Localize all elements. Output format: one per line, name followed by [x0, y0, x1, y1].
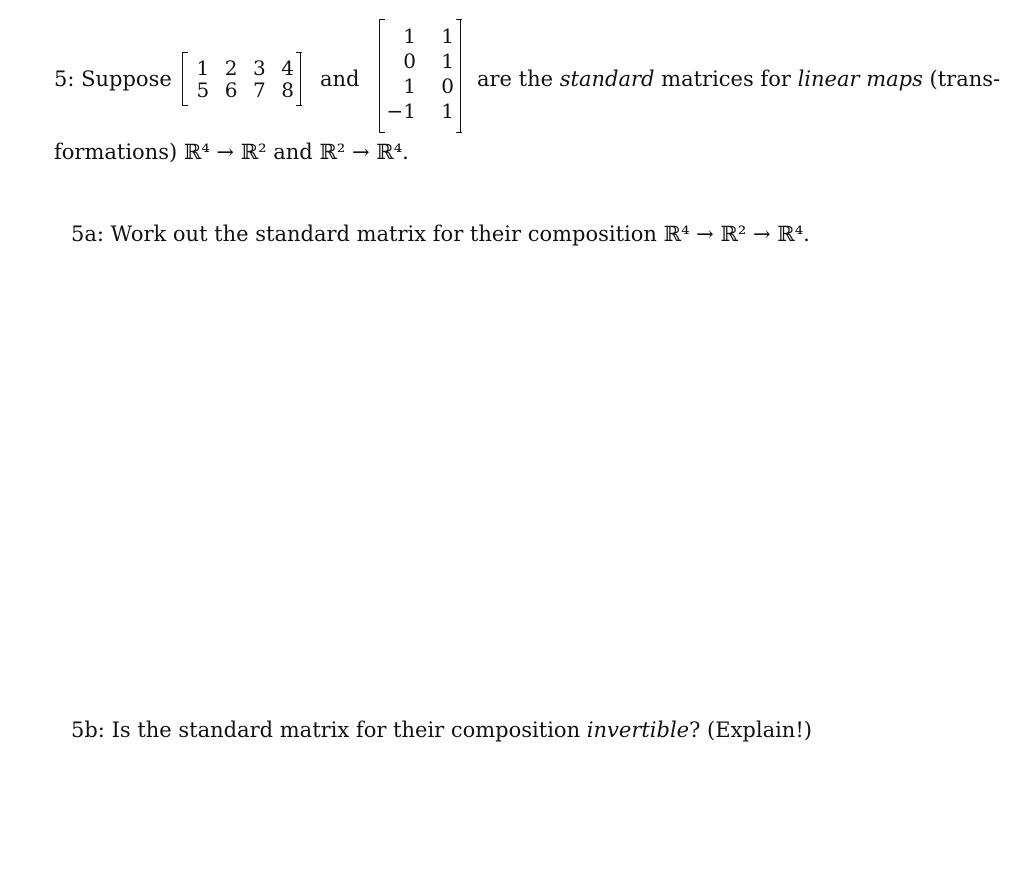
part-b	[71, 717, 812, 743]
matrix-entry: 1	[441, 24, 454, 48]
matrix-entry: 1	[403, 24, 416, 48]
matrix-entry: 3	[253, 56, 266, 80]
part-a-text: Work out the standard matrix for their composition	[110, 222, 657, 246]
and-word-1: and	[320, 67, 360, 91]
matrix-entry: 1	[196, 56, 210, 80]
matrix-entry: 4	[281, 56, 294, 80]
map-r4-r2: ℝ⁴ → ℝ²	[183, 140, 267, 164]
matrix-entry: −1	[386, 99, 416, 123]
part-b-explain: ? (Explain!)	[689, 718, 812, 742]
tail-linear-maps: linear maps	[797, 67, 923, 91]
matrix-entry: 1	[403, 74, 416, 98]
tail-text-a: are the	[477, 67, 554, 91]
tail-text-c: (trans-	[929, 67, 1001, 91]
matrix-a-grid	[183, 53, 300, 105]
problem-intro: Suppose	[81, 67, 172, 91]
matrix-entry: 0	[441, 74, 454, 98]
problem-number: 5:	[54, 67, 75, 91]
matrix-entry: 1	[441, 49, 454, 73]
matrix-entry: 0	[403, 49, 416, 73]
line2-formations: formations)	[54, 140, 178, 164]
part-a-map: ℝ⁴ → ℝ² → ℝ⁴.	[663, 222, 810, 246]
and-word-2: and	[273, 140, 313, 164]
matrix-entry: 7	[253, 78, 266, 102]
matrix-entry: 2	[224, 56, 238, 80]
problem-tail	[477, 66, 1000, 92]
part-b-label: 5b:	[71, 718, 105, 742]
problem-line-2	[54, 139, 409, 165]
map-r2-r4: ℝ² → ℝ⁴.	[319, 140, 409, 164]
part-b-invertible: invertible	[586, 718, 690, 742]
matrix-b-grid	[380, 20, 460, 128]
tail-standard: standard	[559, 67, 655, 91]
part-a-label: 5a:	[71, 222, 104, 246]
matrix-entry: 5	[196, 78, 210, 102]
matrix-a	[182, 53, 301, 105]
problem-label	[54, 66, 172, 92]
matrix-entry: 8	[281, 78, 294, 102]
matrix-entry: 1	[441, 99, 454, 123]
tail-text-b: matrices for	[661, 67, 791, 91]
matrix-entry: 6	[224, 78, 238, 102]
part-b-text: Is the standard matrix for their composition	[111, 718, 581, 742]
matrix-b	[379, 20, 461, 132]
part-a	[71, 221, 810, 247]
